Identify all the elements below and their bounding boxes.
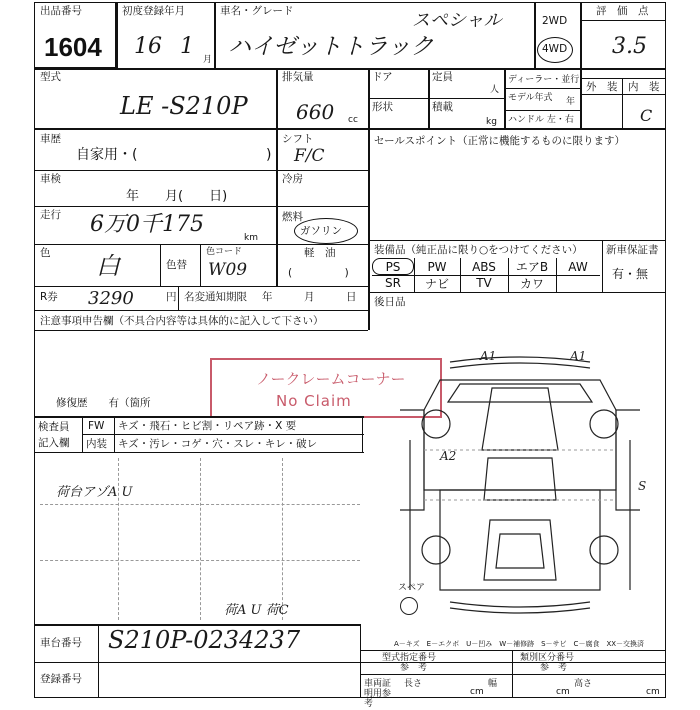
month-unit: 月 bbox=[203, 55, 213, 65]
equip-sr: SR bbox=[385, 276, 401, 290]
int-grade: C bbox=[640, 106, 653, 125]
interior-label: 内装 bbox=[86, 438, 107, 450]
color-code-label: 色コード bbox=[206, 247, 243, 257]
color-label: 色 bbox=[40, 247, 51, 259]
handle-label: ハンドル 左・右 bbox=[508, 115, 574, 125]
shape-label: 形状 bbox=[372, 101, 393, 113]
equip-pw: PW bbox=[427, 259, 447, 274]
first-reg-year: 16 bbox=[134, 34, 162, 59]
drive-2wd: 2WD bbox=[542, 15, 568, 27]
width-label: 幅 bbox=[488, 679, 498, 689]
fw-label: FW bbox=[88, 420, 105, 432]
int-label: 内 装 bbox=[628, 81, 660, 93]
equip-leather: カワ bbox=[519, 276, 544, 291]
model-name: ハイゼットトラック bbox=[228, 34, 434, 60]
handwriting-note-2: 荷A U 荷C bbox=[224, 603, 289, 618]
equip-navi: ナビ bbox=[424, 276, 449, 291]
grade: スペシャル bbox=[412, 10, 502, 31]
warranty-value: 有・無 bbox=[612, 267, 649, 281]
equip-abs: ABS bbox=[472, 259, 496, 274]
width-unit: cm bbox=[556, 687, 570, 697]
lot-number: 1604 bbox=[44, 32, 102, 62]
model-year-label: モデル年式 bbox=[508, 93, 553, 103]
spare-label: スペア bbox=[398, 583, 426, 593]
doors-label: ドア bbox=[372, 71, 393, 83]
damage-mark-front-left: A1 bbox=[480, 349, 497, 363]
height-unit: cm bbox=[646, 687, 660, 697]
name-change-date: 年 月 日 bbox=[262, 291, 357, 303]
vehicle-cert-label: 車両証明用参 考 bbox=[364, 679, 401, 709]
yen-label: 円 bbox=[166, 291, 177, 303]
color-value: 白 bbox=[96, 252, 120, 280]
entry-label: 記入欄 bbox=[38, 437, 70, 449]
name-change-label: 名変通知期限 bbox=[184, 291, 247, 303]
chassis-value: S210P-0234237 bbox=[108, 626, 301, 654]
history-close: ) bbox=[266, 147, 272, 163]
recycle-label: R券 bbox=[40, 291, 58, 303]
aftermarket-label: 後日品 bbox=[374, 296, 406, 308]
year-unit: 年 bbox=[566, 97, 576, 107]
load-unit: kg bbox=[486, 117, 497, 127]
equip-ps: PS bbox=[372, 258, 414, 275]
equipment-label: 装備品（純正品に限り○をつけてください） bbox=[374, 244, 583, 256]
spare-icon bbox=[400, 597, 418, 615]
fw-items: キズ・飛石・ヒビ割・リペア跡・X 要 bbox=[118, 420, 297, 432]
color-code-value: W09 bbox=[208, 260, 248, 280]
capacity-label: 定員 bbox=[432, 71, 453, 83]
inspection-value: 年 月( 日) bbox=[126, 189, 228, 204]
damage-mark-side: S bbox=[638, 479, 647, 493]
notes-label: 注意事項申告欄（不具合内容等は具体的に記入して下さい） bbox=[40, 315, 324, 327]
damage-mark-cab: A2 bbox=[440, 449, 457, 463]
type-value: LE -S210P bbox=[120, 92, 248, 120]
equip-tv: TV bbox=[476, 276, 492, 290]
drive-4wd-circle bbox=[537, 37, 573, 63]
history-value: 自家用・( bbox=[76, 147, 138, 163]
damage-legend: A－キズ E－エクボ U－凹み W－補修跡 S－サビ C－腐食 XX－交換済 bbox=[394, 640, 645, 648]
equip-airbag: エアB bbox=[515, 260, 549, 274]
repair-label: 修復歴 有（箇所 bbox=[56, 397, 151, 409]
color-change-label: 色替 bbox=[166, 259, 187, 271]
mileage-unit: km bbox=[244, 233, 258, 243]
inspector-label: 検査員 bbox=[38, 421, 70, 433]
fuel-label: 燃料 bbox=[282, 211, 303, 223]
dealer-label: ディーラー・並行 bbox=[508, 75, 580, 85]
no-claim-jp: ノークレームコーナー bbox=[256, 370, 406, 388]
new-warranty-label: 新車保証書 bbox=[606, 244, 659, 256]
category-label: 類別区分番号 bbox=[520, 653, 575, 663]
first-reg-month: 1 bbox=[180, 34, 194, 59]
drive-4wd: 4WD bbox=[542, 43, 568, 55]
recycle-value: 3290 bbox=[88, 288, 134, 309]
fuel-gas-circle bbox=[294, 218, 358, 244]
capacity-unit: 人 bbox=[490, 85, 500, 95]
mileage-value: 6万0千175 bbox=[90, 212, 204, 237]
first-reg-label: 初度登録年月 bbox=[122, 5, 185, 17]
interior-items: キズ・汚レ・コゲ・穴・スレ・キレ・破レ bbox=[118, 438, 318, 450]
fuel-paren: ( ) bbox=[288, 267, 349, 279]
damage-mark-front-right: A1 bbox=[570, 349, 587, 363]
score-value: 3.5 bbox=[612, 34, 647, 59]
height-label: 高さ bbox=[574, 679, 593, 689]
displacement-label: 排気量 bbox=[282, 71, 314, 83]
fuel-gas: ガソリン bbox=[300, 225, 342, 237]
chassis-label: 車台番号 bbox=[40, 637, 82, 649]
displacement-unit: cc bbox=[348, 115, 358, 125]
handwriting-note-1: 荷台アゾA U bbox=[56, 485, 133, 500]
shift-value: F/C bbox=[294, 146, 325, 166]
sales-point-label: セールスポイント（正常に機能するものに限ります） bbox=[374, 135, 626, 147]
model-label: 車名・グレード bbox=[220, 5, 294, 17]
shift-label: シフト bbox=[282, 133, 314, 145]
type-cert-label: 型式指定番号 bbox=[382, 653, 437, 663]
fuel-diesel: 軽 油 bbox=[304, 247, 336, 259]
reg-label: 登録番号 bbox=[40, 673, 82, 685]
equip-aw: AW bbox=[568, 259, 588, 274]
length-unit: cm bbox=[470, 687, 484, 697]
load-label: 積載 bbox=[432, 101, 453, 113]
history-label: 車歴 bbox=[40, 133, 61, 145]
lot-label: 出品番号 bbox=[40, 5, 82, 17]
ac-label: 冷房 bbox=[282, 173, 303, 185]
length-label: 長さ bbox=[404, 679, 423, 689]
category-ref: 参 考 bbox=[540, 663, 568, 673]
score-label: 評 価 点 bbox=[596, 5, 649, 17]
displacement-value: 660 bbox=[296, 100, 335, 124]
type-label: 型式 bbox=[40, 71, 61, 83]
inspection-label: 車検 bbox=[40, 173, 61, 185]
type-cert-ref: 参 考 bbox=[400, 663, 428, 673]
mileage-label: 走行 bbox=[40, 209, 61, 221]
ext-label: 外 装 bbox=[586, 81, 618, 93]
no-claim-en: No Claim bbox=[276, 392, 352, 410]
